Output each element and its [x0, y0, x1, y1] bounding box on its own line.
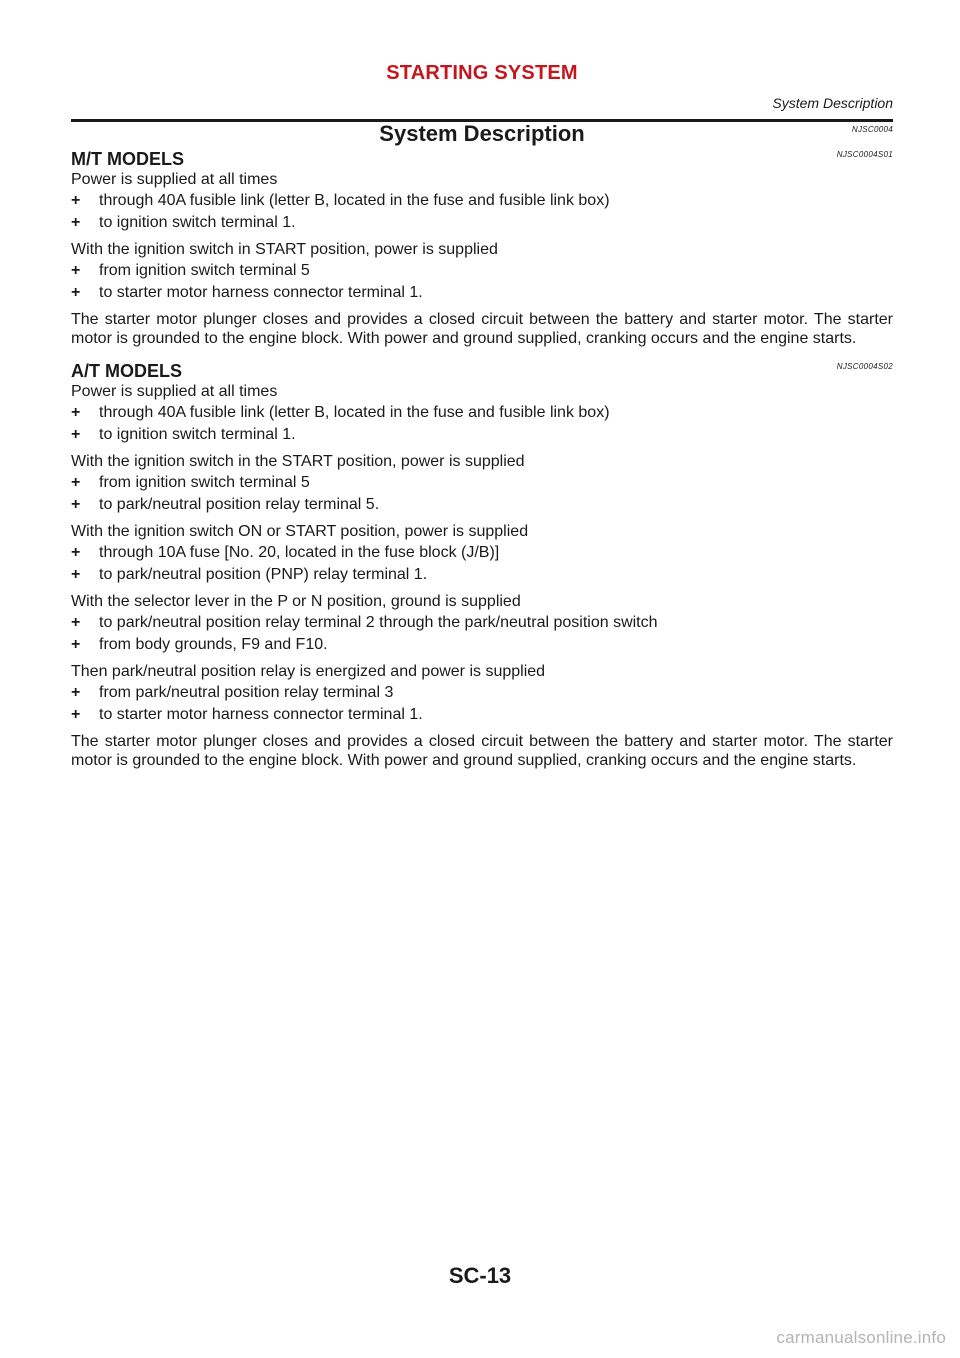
- bullet-symbol: +: [71, 496, 81, 513]
- paragraph: The starter motor plunger closes and provides a closed circuit between the battery and starter motor. The starter motor is grounded to the engine block. With power and ground supplied, cranking occurs and the engine starts.: [71, 311, 893, 347]
- bullet-symbol: +: [71, 636, 81, 653]
- document-body: [71, 120, 893, 776]
- bullet-text: from park/neutral position relay terminal 3: [99, 684, 394, 701]
- section-heading-text: A/T MODELS: [71, 361, 182, 381]
- bullet-text: to ignition switch terminal 1.: [99, 426, 296, 443]
- bullet-item: [71, 635, 893, 654]
- bullet-symbol: +: [71, 566, 81, 583]
- section-at-models: [71, 360, 893, 770]
- watermark: carmanualsonline.info: [776, 1328, 946, 1347]
- bullet-text: from ignition switch terminal 5: [99, 262, 310, 279]
- paragraph: The starter motor plunger closes and provides a closed circuit between the battery and starter motor. The starter motor is grounded to the engine block. With power and ground supplied, cranking occurs and the engine starts.: [71, 733, 893, 769]
- bullet-symbol: +: [71, 474, 81, 491]
- page-title: [71, 120, 893, 148]
- page-title-text: System Description: [379, 121, 585, 146]
- bullet-list: [71, 191, 893, 232]
- bullet-symbol: +: [71, 284, 81, 301]
- bullet-symbol: +: [71, 262, 81, 279]
- bullet-item: [71, 191, 893, 210]
- bullet-symbol: +: [71, 426, 81, 443]
- bullet-symbol: +: [71, 614, 81, 631]
- paragraph: With the ignition switch ON or START position, power is supplied: [71, 523, 529, 540]
- bullet-symbol: +: [71, 192, 81, 209]
- section-mt-models: [71, 148, 893, 348]
- section-heading-text: M/T MODELS: [71, 149, 184, 169]
- page-code: NJSC0004: [851, 125, 893, 134]
- bullet-text: to park/neutral position relay terminal 5.: [99, 496, 380, 513]
- header-title: STARTING SYSTEM: [386, 62, 578, 84]
- bullet-item: [71, 683, 893, 702]
- bullet-item: [71, 283, 893, 302]
- bullet-text: to ignition switch terminal 1.: [99, 214, 296, 231]
- bullet-item: [71, 473, 893, 492]
- bullet-item: [71, 543, 893, 562]
- section-code: NJSC0004S02: [836, 362, 893, 371]
- bullet-list: [71, 261, 893, 302]
- page-header: [71, 62, 893, 122]
- bullet-text: to starter motor harness connector terminal 1.: [99, 706, 423, 723]
- paragraph: Then park/neutral position relay is energized and power is supplied: [71, 663, 546, 680]
- bullet-item: [71, 403, 893, 422]
- section-heading-at: [71, 360, 893, 382]
- bullet-text: to starter motor harness connector terminal 1.: [99, 284, 423, 301]
- section-heading-mt: [71, 148, 893, 170]
- bullet-list: [71, 683, 893, 724]
- bullet-item: [71, 565, 893, 584]
- bullet-item: [71, 261, 893, 280]
- bullet-list: [71, 473, 893, 514]
- bullet-text: to park/neutral position (PNP) relay terminal 1.: [99, 566, 428, 583]
- bullet-item: [71, 705, 893, 724]
- bullet-list: [71, 613, 893, 654]
- bullet-text: through 40A fusible link (letter B, located in the fuse and fusible link box): [99, 404, 610, 421]
- bullet-text: through 10A fuse [No. 20, located in the fuse block (J/B)]: [99, 544, 500, 561]
- bullet-symbol: +: [71, 404, 81, 421]
- header-subtitle: System Description: [772, 95, 893, 111]
- paragraph: Power is supplied at all times: [71, 171, 278, 188]
- bullet-text: to park/neutral position relay terminal 2 through the park/neutral position switch: [99, 614, 658, 631]
- paragraph: With the ignition switch in the START position, power is supplied: [71, 453, 525, 470]
- paragraph: Power is supplied at all times: [71, 383, 278, 400]
- bullet-text: through 40A fusible link (letter B, located in the fuse and fusible link box): [99, 192, 610, 209]
- bullet-item: [71, 425, 893, 444]
- bullet-text: from ignition switch terminal 5: [99, 474, 310, 491]
- bullet-symbol: +: [71, 214, 81, 231]
- paragraph: With the ignition switch in START position, power is supplied: [71, 241, 498, 258]
- bullet-list: [71, 543, 893, 584]
- bullet-list: [71, 403, 893, 444]
- bullet-text: from body grounds, F9 and F10.: [99, 636, 328, 653]
- bullet-item: [71, 613, 893, 632]
- bullet-symbol: +: [71, 684, 81, 701]
- paragraph: With the selector lever in the P or N position, ground is supplied: [71, 593, 521, 610]
- bullet-symbol: +: [71, 544, 81, 561]
- page-number: SC-13: [448, 1263, 512, 1288]
- bullet-item: [71, 495, 893, 514]
- bullet-symbol: +: [71, 706, 81, 723]
- bullet-item: [71, 213, 893, 232]
- section-code: NJSC0004S01: [836, 150, 893, 159]
